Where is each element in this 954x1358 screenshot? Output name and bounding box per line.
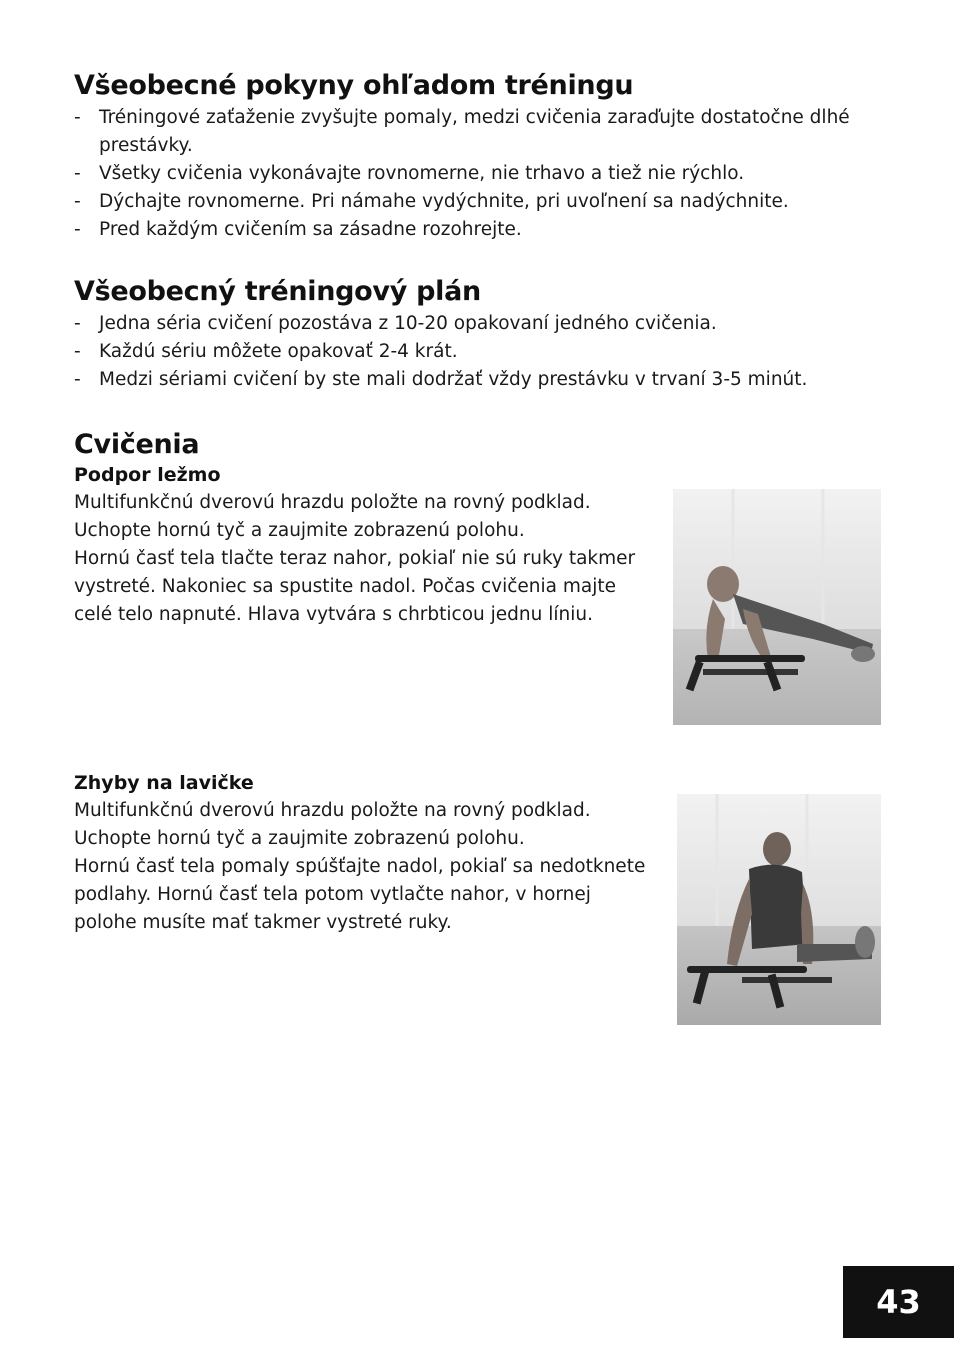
instruction-list xyxy=(74,104,864,244)
exercise-title: Podpor ležmo xyxy=(74,464,221,486)
exercise-description xyxy=(74,489,649,629)
exercise-line: Hornú časť tela pomaly spúšťajte nadol, pokiaľ sa nedotknete podlahy. Hornú časť tela potom vytlačte nahor, v hornej polohe musíte mať takmer vystreté ruky. xyxy=(74,856,646,933)
dips-photo xyxy=(677,794,881,1025)
page-number: 43 xyxy=(843,1266,954,1338)
list-item: - Každú sériu môžete opakovať 2-4 krát. xyxy=(74,338,864,366)
plan-list xyxy=(74,310,864,394)
section-title: Cvičenia xyxy=(74,429,200,460)
list-item: - Medzi sériami cvičení by ste mali dodržať vždy prestávku v trvaní 3-5 minút. xyxy=(74,366,864,394)
pushup-photo xyxy=(673,489,881,725)
list-item: - Pred každým cvičením sa zásadne rozohrejte. xyxy=(74,216,864,244)
section-title: Všeobecný tréningový plán xyxy=(74,276,481,307)
list-item: - Jedna séria cvičení pozostáva z 10-20 opakovaní jedného cvičenia. xyxy=(74,310,864,338)
exercise-line: Multifunkčnú dverovú hrazdu položte na rovný podklad. xyxy=(74,800,591,821)
exercise-line: Multifunkčnú dverovú hrazdu položte na rovný podklad. xyxy=(74,492,591,513)
list-item: - Všetky cvičenia vykonávajte rovnomerne, nie trhavo a tiež nie rýchlo. xyxy=(74,160,864,188)
exercise-description xyxy=(74,797,649,937)
exercise-line: Uchopte hornú tyč a zaujmite zobrazenú polohu. xyxy=(74,828,525,849)
list-item: - Tréningové zaťaženie zvyšujte pomaly, medzi cvičenia zaraďujte dostatočne dlhé prestávky. xyxy=(74,104,864,160)
exercise-line: Hornú časť tela tlačte teraz nahor, pokiaľ nie sú ruky takmer vystreté. Nakoniec sa spustite nadol. Počas cvičenia majte celé telo napnuté. Hlava vytvára s chrbticou jednu líniu. xyxy=(74,548,636,625)
section-training-plan xyxy=(74,276,864,394)
exercise-line: Uchopte hornú tyč a zaujmite zobrazenú polohu. xyxy=(74,520,525,541)
exercise-title: Zhyby na lavičke xyxy=(74,772,254,794)
list-item: - Dýchajte rovnomerne. Pri námahe vydýchnite, pri uvoľnení sa nadýchnite. xyxy=(74,188,864,216)
section-title: Všeobecné pokyny ohľadom tréningu xyxy=(74,70,634,101)
section-general-instructions xyxy=(74,70,864,244)
